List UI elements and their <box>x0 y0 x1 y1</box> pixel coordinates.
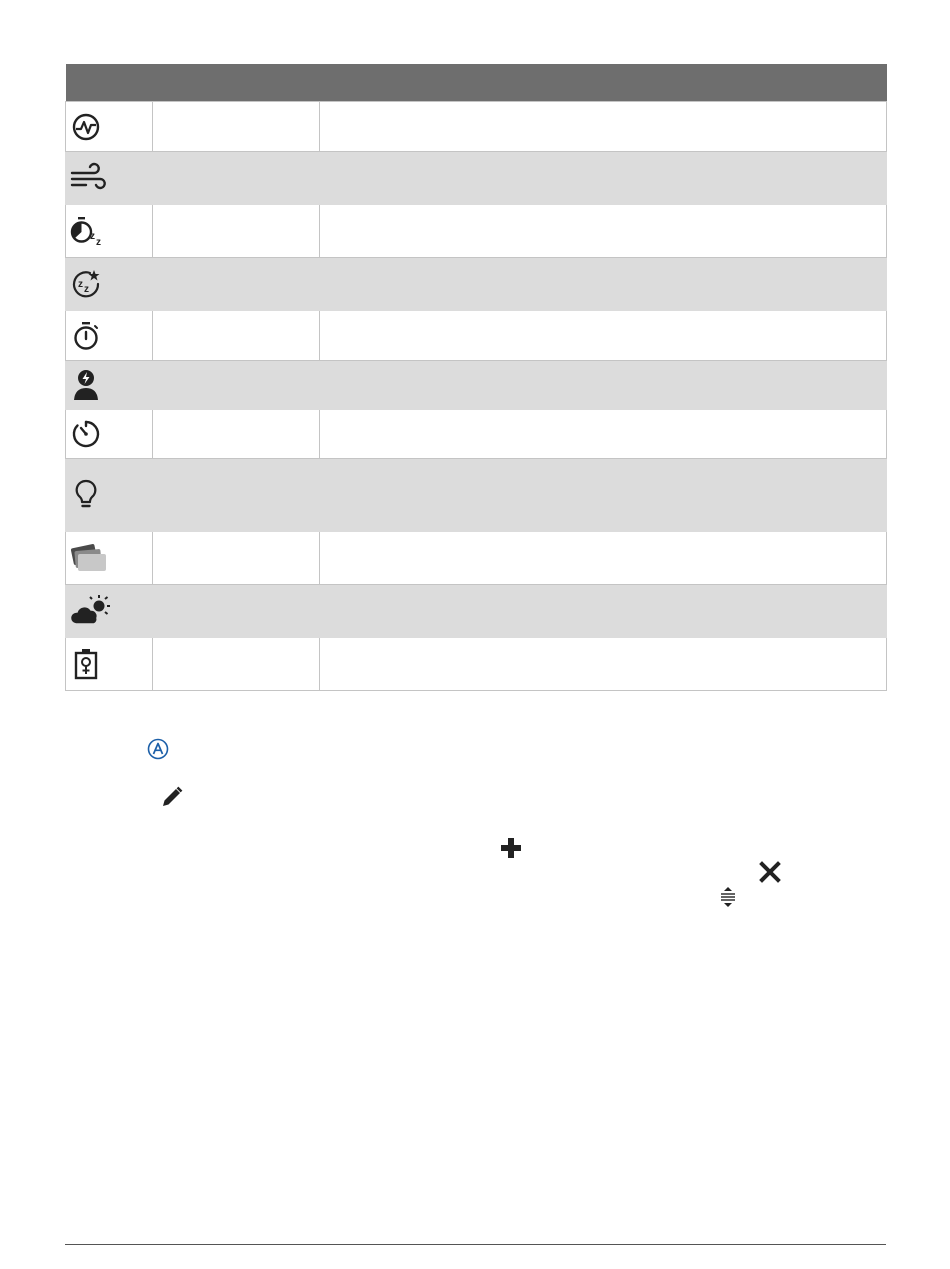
icon-cell <box>66 638 153 691</box>
name-cell <box>153 638 320 691</box>
stopwatch-icon <box>70 320 102 352</box>
womens-health-icon <box>70 647 102 681</box>
description-cell <box>320 205 887 258</box>
weather-icon <box>70 594 112 628</box>
header-icon-column <box>66 64 153 102</box>
description-cell <box>320 361 887 410</box>
icon-cell <box>66 258 153 311</box>
pulse-ox-icon <box>70 111 102 143</box>
sleep-score-icon <box>70 268 104 300</box>
header-name-column <box>153 64 320 102</box>
description-cell <box>320 258 887 311</box>
description-cell <box>320 102 887 152</box>
tips-lightbulb-icon <box>70 478 102 512</box>
table-row <box>66 532 887 585</box>
svg-text:z: z <box>96 237 101 247</box>
glance-icon-table <box>65 64 887 691</box>
footer-divider <box>65 1244 886 1245</box>
respiration-icon <box>70 162 108 194</box>
table-row <box>66 152 887 205</box>
icon-cell <box>66 459 153 532</box>
sleep-coach-icon <box>70 215 106 247</box>
table-row <box>66 410 887 459</box>
icon-cell <box>66 532 153 585</box>
description-cell <box>320 532 887 585</box>
name-cell <box>153 532 320 585</box>
table-row <box>66 205 887 258</box>
icon-cell <box>66 102 153 152</box>
name-cell <box>153 205 320 258</box>
stress-icon <box>70 368 102 402</box>
table-row <box>66 459 887 532</box>
description-cell <box>320 585 887 638</box>
description-cell <box>320 410 887 459</box>
description-cell <box>320 638 887 691</box>
timer-icon <box>70 418 102 450</box>
header-description-column <box>320 64 887 102</box>
name-cell <box>153 361 320 410</box>
table-row <box>66 102 887 152</box>
reorder-icon <box>718 885 738 909</box>
icon-cell <box>66 152 153 205</box>
a-button-icon <box>147 738 169 760</box>
plus-add-icon <box>499 836 523 860</box>
table-row <box>66 311 887 361</box>
svg-text:z: z <box>84 284 89 295</box>
description-cell <box>320 311 887 361</box>
name-cell <box>153 102 320 152</box>
close-x-icon <box>758 860 782 884</box>
table-row <box>66 258 887 311</box>
icon-cell <box>66 361 153 410</box>
name-cell <box>153 585 320 638</box>
icon-cell <box>66 205 153 258</box>
table-header-row <box>66 64 887 102</box>
table-row <box>66 585 887 638</box>
name-cell <box>153 152 320 205</box>
icon-cell <box>66 585 153 638</box>
name-cell <box>153 311 320 361</box>
table-row <box>66 361 887 410</box>
icon-cell <box>66 311 153 361</box>
svg-text:z: z <box>90 231 95 242</box>
name-cell <box>153 410 320 459</box>
description-cell <box>320 459 887 532</box>
table-row <box>66 638 887 691</box>
icon-cell <box>66 410 153 459</box>
svg-text:z: z <box>78 279 83 290</box>
wallet-cards-icon <box>70 542 108 574</box>
description-cell <box>320 152 887 205</box>
pencil-edit-icon <box>160 786 184 808</box>
name-cell <box>153 258 320 311</box>
name-cell <box>153 459 320 532</box>
